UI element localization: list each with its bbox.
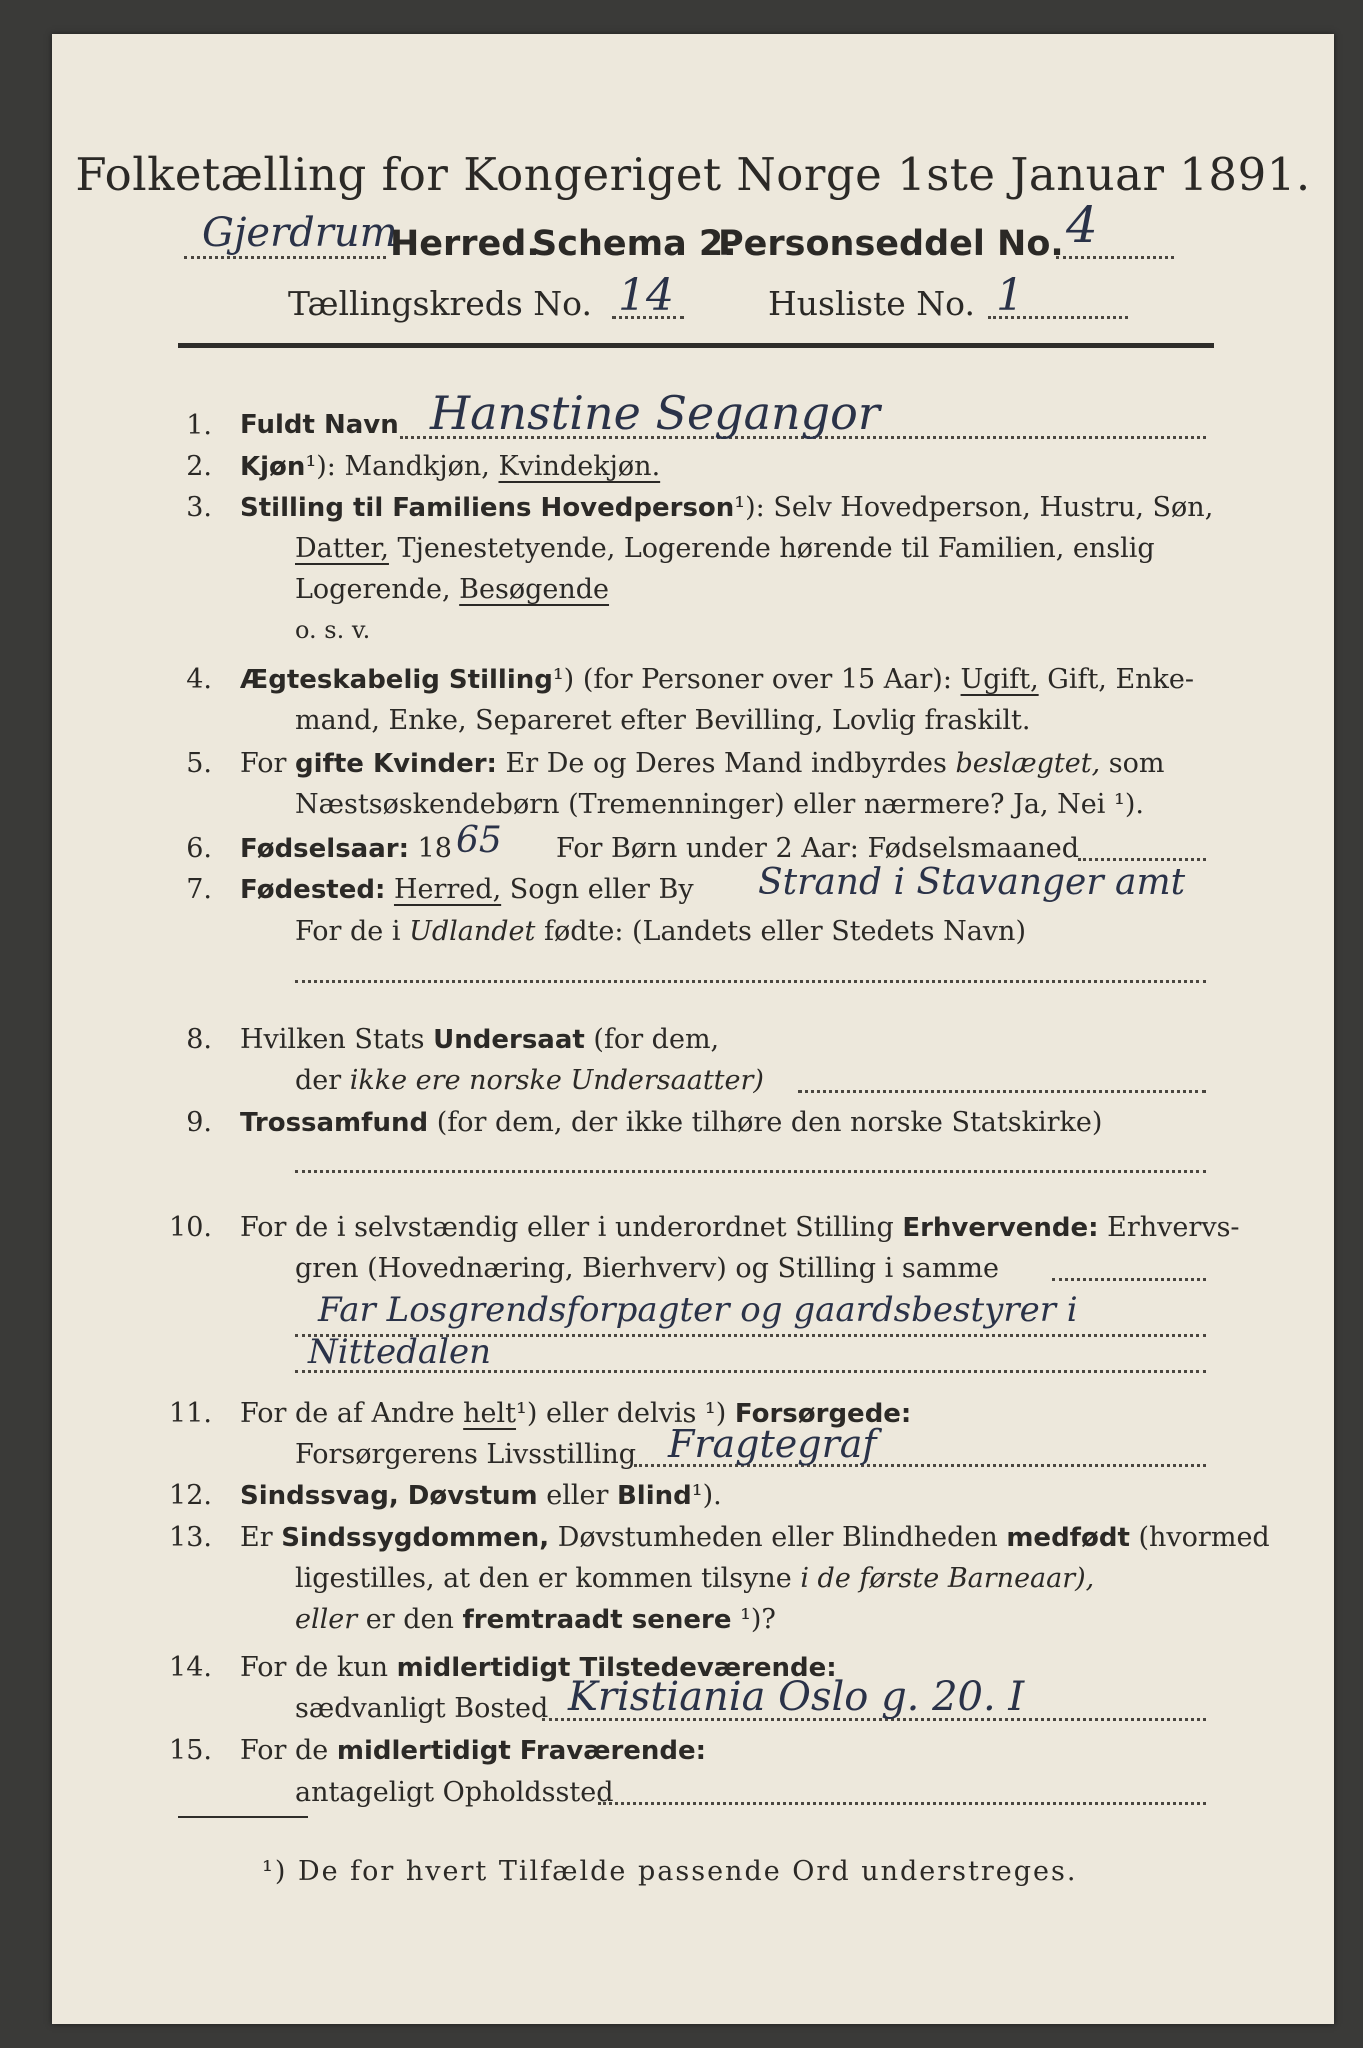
item-9-label: Trossamfund (240, 1108, 429, 1138)
item-6-year-prefix: 18 (417, 833, 452, 864)
item-7-abroad-text-b: fødte: (Landets eller Stedets Navn) (543, 916, 1026, 947)
item-14-number: 14. (169, 1652, 212, 1683)
item-3-option-besogende: Besøgende (459, 574, 610, 605)
item-5-text-italic: beslægtet, (955, 748, 1101, 779)
item-13-text-c: (hvormed (1138, 1522, 1270, 1553)
item-2-option-female: Kvindekjøn. (498, 451, 661, 482)
item-3-options-1: Selv Hovedperson, Hustru, Søn, (773, 492, 1214, 523)
item-6-number: 6. (186, 833, 212, 864)
item-10-text-c: gren (Hovednæring, Bierhverv) og Stilling i samme (295, 1253, 1000, 1284)
item-4-qualifier: (for Personer over 15 Aar): (582, 664, 952, 695)
item-13-text-a: Er (240, 1522, 273, 1553)
herred-value: Gjerdrum (202, 210, 398, 256)
item-11-value: Fragtegraf (668, 1422, 877, 1466)
item-2-option-male: Mandkjøn, (344, 451, 490, 482)
item-10-text-a: For de i selvstændig eller i underordnet Stilling (240, 1212, 894, 1243)
kreds-label: Tællingskreds No. (288, 284, 592, 323)
personseddel-dots (1056, 256, 1174, 259)
item-7-option-herred: Herred, (393, 874, 502, 905)
item-3-footnote-mark: ¹): (734, 492, 765, 523)
item-1-number: 1. (186, 410, 212, 441)
herred-dots (184, 256, 386, 259)
item-13-label-3: fremtraadt senere (462, 1605, 732, 1635)
item-12-label-2: Blind (616, 1481, 692, 1511)
husliste-dots (988, 316, 1128, 319)
item-10-label: Erhvervende: (902, 1213, 1099, 1243)
item-6-dots (1078, 858, 1206, 861)
schema-label: Schema 2. (532, 224, 737, 264)
item-3-option-datter: Datter, (295, 533, 389, 564)
item-11-label: Forsørgede: (734, 1399, 912, 1429)
husliste-value: 1 (996, 270, 1024, 321)
item-4-options-1: Gift, Enke- (1047, 664, 1195, 695)
item-13-number: 13. (169, 1522, 212, 1553)
item-7-abroad-text-a: For de i (295, 916, 401, 947)
kreds-value: 14 (618, 270, 674, 321)
item-14-value: Kristiania Oslo g. 20. I (568, 1674, 1025, 1720)
item-10-value-1: Far Losgrendsforpagter og gaardsbestyrer i (318, 1290, 1078, 1330)
item-4-number: 4. (186, 664, 212, 695)
item-12-text: eller (546, 1480, 609, 1511)
item-3-options-2: Tjenestetyende, Logerende hørende til Familien, enslig (397, 533, 1155, 564)
item-8-text-c: der (295, 1065, 342, 1096)
item-6-birth-month-text: For Børn under 2 Aar: Fødselsmaaned (556, 833, 1080, 864)
item-14-label: midlertidigt Tilstedeværende: (396, 1653, 837, 1683)
footnote-rule (178, 1816, 308, 1818)
header-rule (178, 343, 1214, 348)
item-11-text-b: eller delvis ¹) (545, 1398, 727, 1429)
item-5-question: Næstsøskendebørn (Tremenninger) eller nærmere? Ja, Nei ¹). (295, 789, 1144, 820)
form-title: Folketælling for Kongeriget Norge 1ste Januar 1891. (75, 148, 1311, 201)
item-13-label: Sindssygdommen, (281, 1523, 550, 1553)
item-3-label: Stilling til Familiens Hovedperson (240, 493, 735, 523)
item-11-text-c: Forsørgerens Livsstilling (295, 1439, 637, 1470)
item-13-text-e: er den (365, 1604, 454, 1635)
personseddel-label: Personseddel No. (718, 224, 1064, 264)
kreds-dots (612, 316, 684, 319)
item-11-text-a: For de af Andre (240, 1398, 455, 1429)
item-1-label: Fuldt Navn (240, 410, 399, 440)
item-7-dots (295, 980, 1206, 983)
item-6-year-value: 65 (456, 820, 502, 861)
item-10-number: 10. (169, 1212, 212, 1243)
item-13-text-italic-2: eller (295, 1604, 358, 1635)
item-15-number: 15. (169, 1735, 212, 1766)
item-11-footnote-mark: ¹) (516, 1398, 538, 1429)
item-12-footnote-mark: ¹). (691, 1480, 722, 1511)
item-9-number: 9. (186, 1107, 212, 1138)
item-13-text-b: Døvstumheden eller Blindheden (557, 1522, 998, 1553)
item-10-dots-1 (1052, 1278, 1206, 1281)
item-4-label: Ægteskabelig Stilling (240, 665, 553, 695)
item-14-text-b: sædvanligt Bosted (295, 1693, 549, 1724)
item-7-value: Strand i Stavanger amt (758, 862, 1186, 903)
item-14-text-a: For de kun (240, 1652, 388, 1683)
item-15-text-b: antageligt Opholdssted (295, 1777, 614, 1808)
item-8-label: Undersaat (433, 1025, 585, 1055)
item-8-text-b: (for dem, (593, 1024, 720, 1055)
item-3-option-logerende: Logerende, (295, 574, 451, 605)
item-11-number: 11. (169, 1398, 212, 1429)
item-10-value-2: Nittedalen (308, 1332, 491, 1372)
item-15-text-a: For de (240, 1735, 329, 1766)
footnote: ¹) De for hvert Tilfælde passende Ord understreges. (262, 1856, 1078, 1887)
item-10-text-b: Erhvervs- (1107, 1212, 1240, 1243)
item-11-option-helt: helt (463, 1398, 517, 1429)
census-form-sheet (52, 34, 1334, 2024)
item-8-dots (798, 1090, 1206, 1093)
item-13-label-2: medfødt (1006, 1523, 1130, 1553)
item-4-options-2: mand, Enke, Separeret efter Bevilling, Lovlig fraskilt. (295, 705, 1031, 736)
item-12-number: 12. (169, 1480, 212, 1511)
item-13-text-italic: i de første Barneaar), (800, 1563, 1095, 1594)
item-8-text-a: Hvilken Stats (240, 1024, 425, 1055)
item-3-osv: o. s. v. (295, 616, 371, 644)
personseddel-value: 4 (1066, 196, 1098, 254)
item-5-label: gifte Kvinder: (295, 749, 497, 779)
item-7-number: 7. (186, 874, 212, 905)
item-4-footnote-mark: ¹) (552, 664, 575, 695)
item-13-text-f: ¹)? (740, 1604, 776, 1635)
item-2-label: Kjøn (240, 452, 306, 482)
item-1-value: Hanstine Segangor (430, 386, 880, 440)
husliste-label: Husliste No. (768, 284, 975, 323)
item-7-label: Fødested: (240, 875, 386, 905)
item-8-number: 8. (186, 1024, 212, 1055)
item-12-label: Sindssvag, Døvstum (240, 1481, 538, 1511)
item-2-footnote-mark: ¹): (305, 451, 336, 482)
item-15-label: midlertidigt Fraværende: (336, 1736, 707, 1766)
item-5-number: 5. (186, 748, 212, 779)
item-5-text-b: Er De og Deres Mand indbyrdes (505, 748, 947, 779)
herred-label: Herred. (390, 224, 540, 264)
item-7-options: Sogn eller By (509, 874, 694, 905)
item-2-number: 2. (186, 451, 212, 482)
item-3-number: 3. (186, 492, 212, 523)
item-10-dots-3 (295, 1370, 1206, 1373)
item-9-text: (for dem, der ikke tilhøre den norske Statskirke) (436, 1107, 1103, 1138)
item-9-dots (295, 1170, 1206, 1173)
item-15-dots (598, 1802, 1206, 1805)
item-4-option-ugift: Ugift, (960, 664, 1039, 695)
item-13-text-d: ligestilles, at den er kommen tilsyne (295, 1563, 792, 1594)
item-7-abroad-italic: Udlandet (409, 916, 536, 947)
item-6-label: Fødselsaar: (240, 834, 409, 864)
item-5-text-a: For (240, 748, 287, 779)
item-5-text-c: som (1108, 748, 1165, 779)
item-8-text-italic: ikke ere norske Undersaatter) (349, 1065, 764, 1096)
